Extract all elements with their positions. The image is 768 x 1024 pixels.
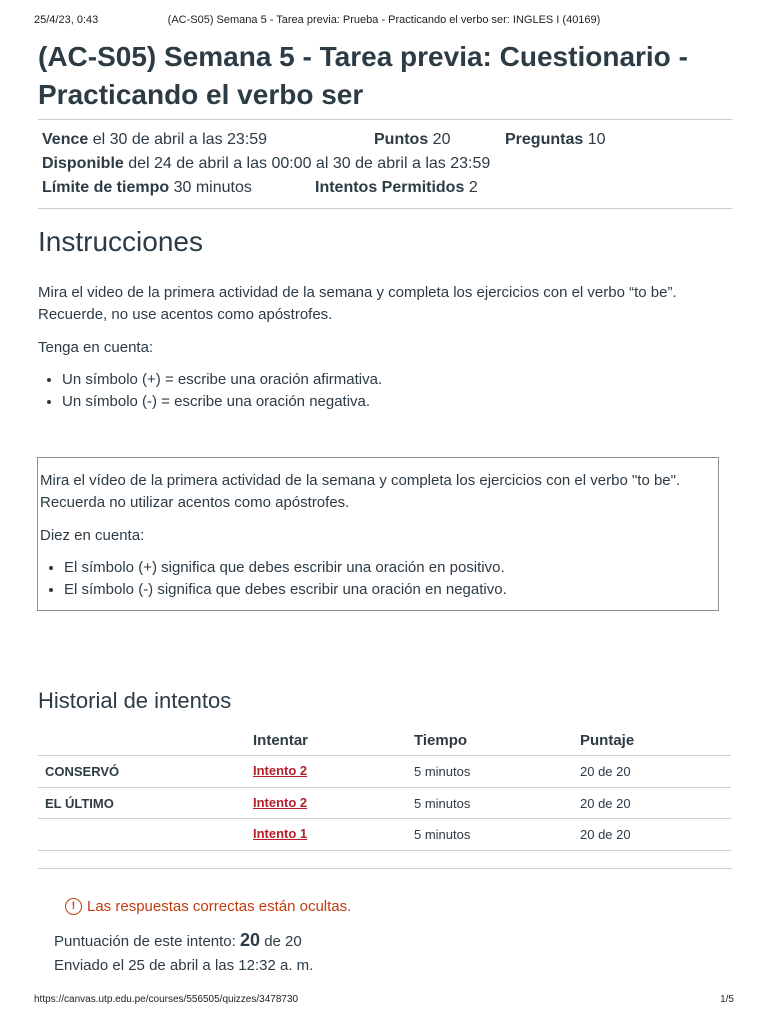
meta-attempts <box>315 179 478 197</box>
list-item: • Un símbolo (+) = escribe una oración afirmativa. <box>62 369 382 391</box>
translated-instructions-box <box>37 457 719 611</box>
box-note: Diez en cuenta: <box>40 527 145 544</box>
divider <box>38 119 732 120</box>
points-value: 20 <box>432 131 451 148</box>
box-list <box>40 557 507 601</box>
print-datetime: 25/4/23, 0:43 <box>34 14 99 26</box>
attempts-label: Intentos Permitidos <box>315 179 465 196</box>
box-paragraph: Mira el vídeo de la primera actividad de la semana y completa los ejercicios con el verbo "to be". Recuerda no utilizar acentos como apóstrofes. <box>40 472 681 511</box>
divider <box>38 868 732 869</box>
list-item: • El símbolo (+) significa que debes escribir una oración en positivo. <box>64 557 507 579</box>
history-heading: Historial de intentos <box>38 688 232 713</box>
print-footer <box>34 994 734 1005</box>
print-url: https://canvas.utp.edu.pe/courses/556505/quizzes/3478730 <box>34 994 299 1005</box>
meta-due <box>42 131 267 149</box>
row-label: CONSERVÓ <box>45 764 120 779</box>
time-cell: 5 minutos <box>414 764 471 779</box>
time-limit-value: 30 minutos <box>173 179 252 196</box>
attempt-cell <box>253 795 307 810</box>
instructions-note: Tenga en cuenta: <box>38 339 154 356</box>
meta-available <box>42 155 490 173</box>
score-cell: 20 de 20 <box>580 764 631 779</box>
score-suffix: de 20 <box>264 933 302 950</box>
quiz-title: (AC-S05) Semana 5 - Tarea previa: Cuestionario - Practicando el verbo ser <box>38 41 688 110</box>
divider <box>38 208 732 209</box>
instructions-heading: Instrucciones <box>38 226 203 257</box>
attempt-link[interactable]: Intento 2 <box>253 763 308 778</box>
hidden-answers-alert <box>65 898 351 915</box>
time-cell: 5 minutos <box>414 796 471 811</box>
attempt-cell <box>253 826 307 841</box>
column-header-attempt: Intentar <box>253 732 309 749</box>
column-header-time: Tiempo <box>414 732 468 749</box>
row-label: EL ÚLTIMO <box>45 796 114 811</box>
score-prefix: Puntuación de este intento: <box>54 933 236 950</box>
list-item: • El símbolo (-) significa que debes escribir una oración en negativo. <box>64 579 507 601</box>
table-divider <box>38 850 731 851</box>
time-cell: 5 minutos <box>414 827 471 842</box>
table-divider <box>38 755 731 756</box>
attempt-score <box>54 930 302 951</box>
score-cell: 20 de 20 <box>580 827 631 842</box>
available-value: del 24 de abril a las 00:00 al 30 de abril a las 23:59 <box>128 155 491 172</box>
alert-text: Las respuestas correctas están ocultas. <box>87 898 352 915</box>
time-limit-label: Límite de tiempo <box>42 179 170 196</box>
table-divider <box>38 818 731 819</box>
print-page-number: 1/5 <box>720 994 734 1005</box>
questions-value: 10 <box>587 131 606 148</box>
due-value: el 30 de abril a las 23:59 <box>92 131 268 148</box>
questions-label: Preguntas <box>505 131 584 148</box>
meta-points <box>374 131 450 149</box>
attempt-cell <box>253 763 307 778</box>
instructions-paragraph: Mira el video de la primera actividad de la semana y completa los ejercicios con el verbo “to be”. Recuerde, no use acentos como apóstrofes. <box>38 284 677 323</box>
due-label: Vence <box>42 131 89 148</box>
list-item: • Un símbolo (-) = escribe una oración negativa. <box>62 391 382 413</box>
attempt-link[interactable]: Intento 2 <box>253 795 308 810</box>
attempt-link[interactable]: Intento 1 <box>253 826 308 841</box>
score-value: 20 <box>239 930 261 950</box>
available-label: Disponible <box>42 155 124 172</box>
meta-questions <box>505 131 606 149</box>
print-header <box>34 14 734 30</box>
attempts-value: 2 <box>468 179 478 196</box>
table-divider <box>38 787 731 788</box>
meta-time-limit <box>42 179 252 197</box>
instructions-list <box>38 369 382 413</box>
submitted-at: Enviado el 25 de abril a las 12:32 a. m. <box>54 957 314 974</box>
points-label: Puntos <box>374 131 429 148</box>
warning-circle-icon: ! <box>65 898 82 915</box>
column-header-score: Puntaje <box>580 732 635 749</box>
print-doc-title: (AC-S05) Semana 5 - Tarea previa: Prueba - Practicando el verbo ser: INGLES I (40169) <box>167 14 601 26</box>
score-cell: 20 de 20 <box>580 796 631 811</box>
